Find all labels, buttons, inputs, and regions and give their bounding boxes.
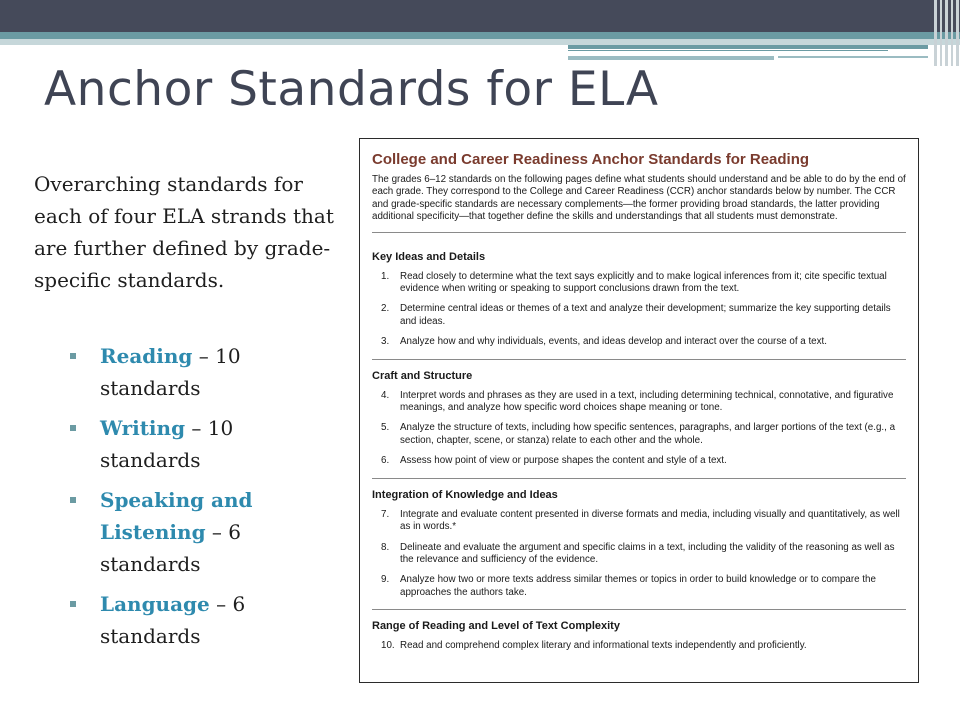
standard-number: 6. [381, 455, 390, 467]
standard-text: Delineate and evaluate the argument and specific claims in a text, including the validity of the reasoning as well as the relevance and sufficiency of the evidence. [400, 541, 895, 565]
accent-line [568, 56, 774, 60]
standard-number: 7. [381, 508, 390, 520]
slide-intro-text: Overarching standards for each of four ELA strands that are further defined by grade-specific standards. [34, 172, 334, 292]
accent-line [568, 45, 928, 49]
standard-item [372, 271, 906, 296]
strand-list [68, 340, 340, 660]
standard-item [372, 455, 906, 467]
standard-text: Assess how point of view or purpose shapes the content and style of a text. [400, 455, 727, 467]
standard-item [372, 336, 906, 348]
standard-item [372, 422, 906, 447]
strand-item [68, 340, 340, 404]
strand-name: Language [100, 592, 210, 616]
square-bullet-icon [70, 353, 76, 359]
strand-name: Speaking and Listening [100, 488, 253, 544]
standard-text: Determine central ideas or themes of a text and analyze their development; summarize the key supporting details and ideas. [400, 303, 891, 327]
accent-line [778, 56, 928, 58]
standard-text: Integrate and evaluate content presented in diverse formats and media, including visually and quantitatively, as well as in words.* [400, 508, 900, 533]
standard-item [372, 574, 906, 599]
standard-number: 3. [381, 336, 390, 348]
top-accent-band [0, 32, 960, 39]
standard-item [372, 542, 906, 567]
strand-item [68, 484, 340, 580]
standard-number: 8. [381, 541, 390, 553]
strand-item [68, 412, 340, 476]
standard-item [372, 640, 906, 652]
section-range-complexity [372, 610, 906, 662]
square-bullet-icon [70, 601, 76, 607]
standard-item [372, 509, 906, 534]
standard-item [372, 390, 906, 415]
section-heading: Key Ideas and Details [372, 250, 486, 263]
strand-count: – 10 standards [100, 416, 234, 472]
section-heading: Range of Reading and Level of Text Complexity [372, 620, 620, 633]
top-banner [0, 0, 960, 32]
square-bullet-icon [70, 497, 76, 503]
document-title: College and Career Readiness Anchor Standards for Reading [372, 151, 810, 168]
section-integration [372, 479, 906, 610]
standard-text: Interpret words and phrases as they are used in a text, including determining technical, connotative, and figurative meanings, and analyze how specific word choices shape meaning or tone. [400, 389, 894, 414]
standard-number: 10. [381, 640, 395, 652]
corner-stripes [932, 0, 960, 66]
strand-item [68, 588, 340, 652]
square-bullet-icon [70, 425, 76, 431]
standard-number: 5. [381, 422, 390, 434]
section-key-ideas [372, 241, 906, 360]
standards-document-image [359, 138, 919, 683]
strand-name: Reading [100, 344, 193, 368]
section-craft-structure [372, 360, 906, 479]
standard-item [372, 303, 906, 328]
standard-number: 9. [381, 574, 390, 586]
standard-text: Read and comprehend complex literary and informational texts independently and proficiently. [400, 640, 807, 652]
document-intro: The grades 6–12 standards on the following pages define what students should understand and be able to do by the end of each grade. They correspond to the College and Career Readiness (CCR) anchor standards below by number. The CCR and grade-specific standards are necessary complements—the former providing broad standards, the latter providing additional specificity—that together define the skills and understandings that all students must demonstrate. [372, 174, 906, 233]
standard-number: 4. [381, 389, 390, 401]
strand-count: – 10 standards [100, 344, 241, 400]
standard-number: 1. [381, 270, 390, 282]
standard-text: Analyze how and why individuals, events, and ideas develop and interact over the course of a text. [400, 336, 827, 348]
standard-text: Read closely to determine what the text says explicitly and to make logical inferences from it; cite specific textual evidence when writing or speaking to support conclusions drawn from the text. [400, 270, 887, 295]
section-heading: Craft and Structure [372, 369, 473, 382]
strand-count: – 6 standards [100, 592, 246, 648]
accent-line [568, 50, 888, 51]
standard-number: 2. [381, 303, 390, 315]
section-heading: Integration of Knowledge and Ideas [372, 488, 558, 501]
slide-title: Anchor Standards for ELA [44, 62, 659, 117]
strand-name: Writing [100, 416, 186, 440]
strand-count: – 6 standards [100, 520, 241, 576]
standard-text: Analyze the structure of texts, including how specific sentences, paragraphs, and larger portions of the text (e.g., a section, chapter, scene, or stanza) relate to each other and the whole. [400, 422, 896, 446]
standard-text: Analyze how two or more texts address similar themes or topics in order to build knowledge or to compare the approaches the authors take. [400, 574, 876, 598]
